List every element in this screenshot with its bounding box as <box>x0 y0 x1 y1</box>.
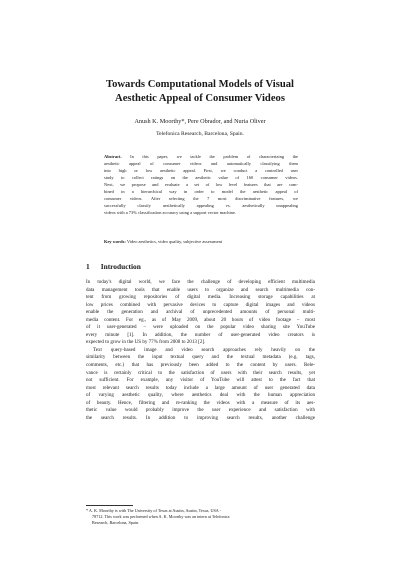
footnote-line: Research, Barcelona, Spain. <box>92 520 140 526</box>
body-line: Text query-based image and video search approaches rely heavily on the <box>93 346 315 353</box>
abstract-line: successfully classify aesthetically appealing vs. aesthetically unappealing <box>104 203 298 209</box>
body-line: comments, etc.) that has previously been added to the content by users. Rele- <box>86 362 315 369</box>
abstract-line <box>104 153 298 160</box>
abstract-line: Next, we propose and evaluate a set of low level features that are com- <box>104 182 298 188</box>
abstract <box>104 153 298 216</box>
keywords-label: Key words: <box>104 239 126 244</box>
body-line: low prices combined with pervasive devices to capture digital images and videos <box>86 301 315 308</box>
body-line: of varying aesthetic quality, where aesthetics deal with the human appreciation <box>86 392 315 399</box>
abstract-line: aesthetic appeal of consumer videos and automatically classifying them <box>104 161 298 167</box>
author-list: Anush K. Moorthy*, Pere Obrador, and Nuria Oliver <box>134 118 266 125</box>
body-line: similarity between the input textual query and the textual metadata (e.g. tags, <box>86 354 315 361</box>
abstract-line: consumer videos. After selecting the 7 most discriminative features, we <box>104 196 298 202</box>
body-text <box>86 279 315 422</box>
body-line: every minute [1]. In addition, the number of user-generated video creators is <box>86 331 315 338</box>
paper-title <box>60 78 340 106</box>
abstract-line: study to collect ratings on the aesthetic value of 160 consumer videos. <box>104 175 298 181</box>
abstract-label: Abstract. <box>104 154 122 159</box>
footnote <box>86 508 315 527</box>
body-line: expected to grow in the US by 77% from 2008 to 2013 [2]. <box>86 339 206 346</box>
abstract-line: videos with a 73% classification accuracy using a support vector machine. <box>104 210 236 216</box>
section-number: 1 <box>86 262 90 271</box>
body-line: of it user-generated – were uploaded on the popular video sharing site YouTube <box>86 324 315 331</box>
keywords <box>104 238 298 245</box>
body-line: not sufficient. For example, any visitor of YouTube will attest to the fact that <box>86 377 315 384</box>
abstract-text: In this paper, we tackle the problem of characterizing the <box>130 154 298 159</box>
footnote-line: * A. K. Moorthy is with The University of Texas at Austin, Austin, Texas, USA - <box>86 508 222 513</box>
footnote-rule <box>86 505 133 506</box>
body-line: vance is certainly critical to the satisfaction of users with their search results, yet <box>86 369 315 376</box>
body-line: the search results. In addition to improving search results, another challenge <box>86 414 315 421</box>
abstract-line: into high or low aesthetic appeal. First, we conduct a controlled user <box>104 168 298 174</box>
body-line: thetic value would probably improve the user experience and satisfaction with <box>86 407 315 414</box>
body-line: of beauty. Hence, filtering and re-ranking the videos with a measure of its aes- <box>86 399 315 406</box>
body-line: In today's digital world, we face the challenge of developing efficient multimedia <box>86 279 315 285</box>
section-heading <box>86 262 141 272</box>
abstract-line: bined in a hierarchical way in order to model the aesthetic appeal of <box>104 189 298 195</box>
body-line: media content. For eg., as of May 2009, about 20 hours of video footage – most <box>86 316 315 323</box>
keywords-text: Video aesthetics, video quality, subjective assessment <box>126 239 223 244</box>
title-line: Aesthetic Appeal of Consumer Videos <box>115 93 285 104</box>
affiliation: Telefonica Research, Barcelona, Spain. <box>156 131 244 137</box>
body-line: tent from growing repositories of digital media. Increasing storage capabilities at <box>86 294 315 301</box>
title-line: Towards Computational Models of Visual <box>106 79 294 90</box>
body-line: data management tools that enable users to organize and search multimedia con- <box>86 286 315 293</box>
body-line: enable the generation and archival of unprecedented amounts of personal multi- <box>86 309 315 316</box>
footnote-line: 78712. This work was performed when A. K. Moorthy was an intern at Telefonica <box>92 514 230 520</box>
body-line: most relevant search results today include a large amount of user generated data <box>86 384 315 391</box>
section-title: Introduction <box>100 262 141 271</box>
